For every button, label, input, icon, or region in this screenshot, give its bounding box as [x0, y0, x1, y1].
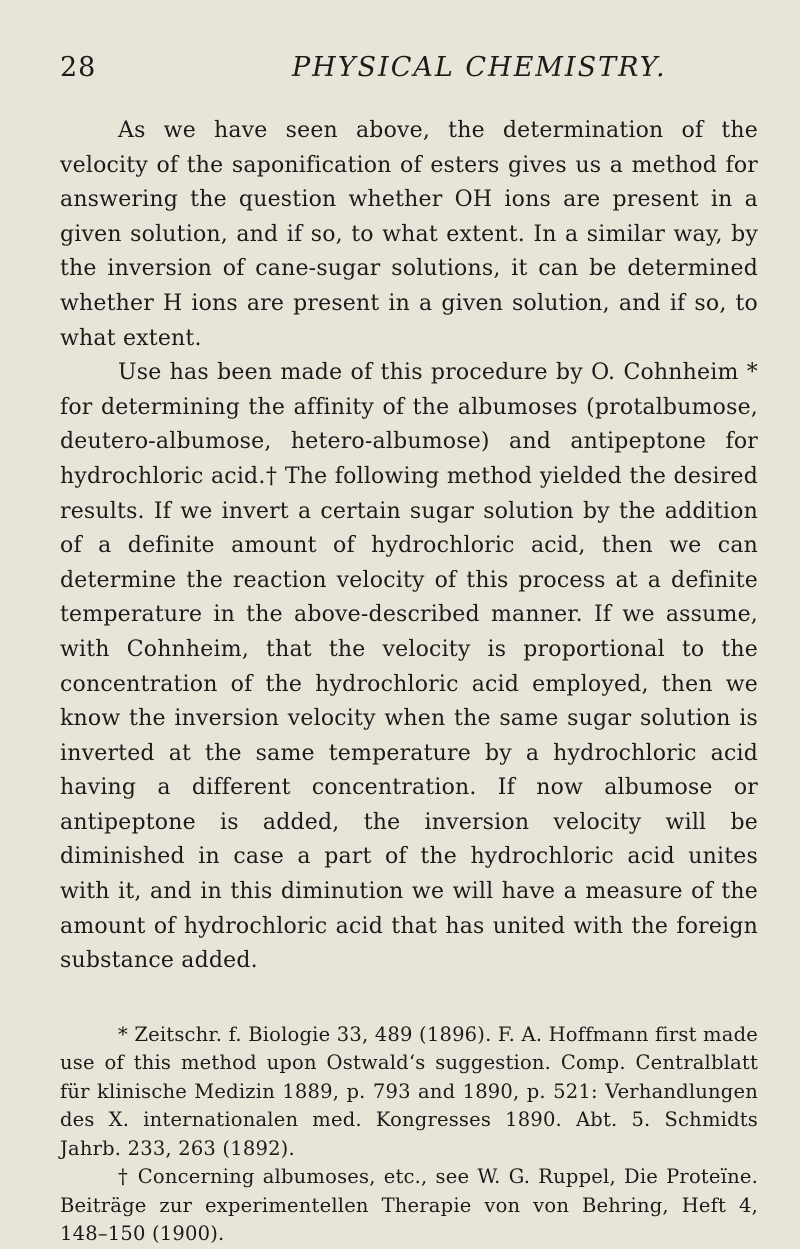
page-number: 28	[60, 52, 97, 83]
footnote-asterisk: * Zeitschr. f. Biologie 33, 489 (1896). F. A. Hoffmann first made use of this method upon Ostwald‘s suggestion. Comp. Centralblatt für klinische Medizin 1889, p. 793 and 1890, p. 521: Verhandlungen des X. internationalen med. Kongresses 1890. Abt. 5. Schmidts Jahrb. 233, 263 (1892).	[60, 1022, 758, 1160]
running-title: PHYSICAL CHEMISTRY.	[292, 52, 667, 83]
body-text	[60, 114, 758, 979]
footnotes	[60, 1021, 758, 1249]
running-head	[60, 52, 758, 92]
footnote-dagger: † Concerning albumoses, etc., see W. G. Ruppel, Die Proteïne. Beiträge zur experimentellen Therapie von von Behring, Heft 4, 148–150 (1900).	[60, 1165, 758, 1246]
paragraph-saponification: As we have seen above, the determination of the velocity of the saponification of esters gives us a method for answering the question whether OH ions are present in a given solution, and if so, to what extent. In a similar way, by the inversion of cane-sugar solutions, it can be determined whether H ions are present in a given solution, and if so, to what extent.	[60, 118, 758, 351]
paragraph-cohnheim-procedure: Use has been made of this procedure by O. Cohnheim * for determining the affinity of the albumoses (protalbumose, deutero-albumose, hetero-albumose) and antipeptone for hydrochloric acid.† The following method yielded the desired results. If we invert a certain sugar solution by the addition of a definite amount of hydrochloric acid, then we can determine the reaction velocity of this process at a definite temperature in the above-described manner. If we assume, with Cohnheim, that the velocity is proportional to the concentration of the hydrochloric acid employed, then we know the inversion velocity when the same sugar solution is inverted at the same temperature by a hydrochloric acid having a different concentration. If now albumose or antipeptone is added, the inversion velocity will be diminished in case a part of the hydrochloric acid unites with it, and in this diminution we will have a measure of the amount of hydrochloric acid that has united with the foreign substance added.	[60, 360, 758, 974]
